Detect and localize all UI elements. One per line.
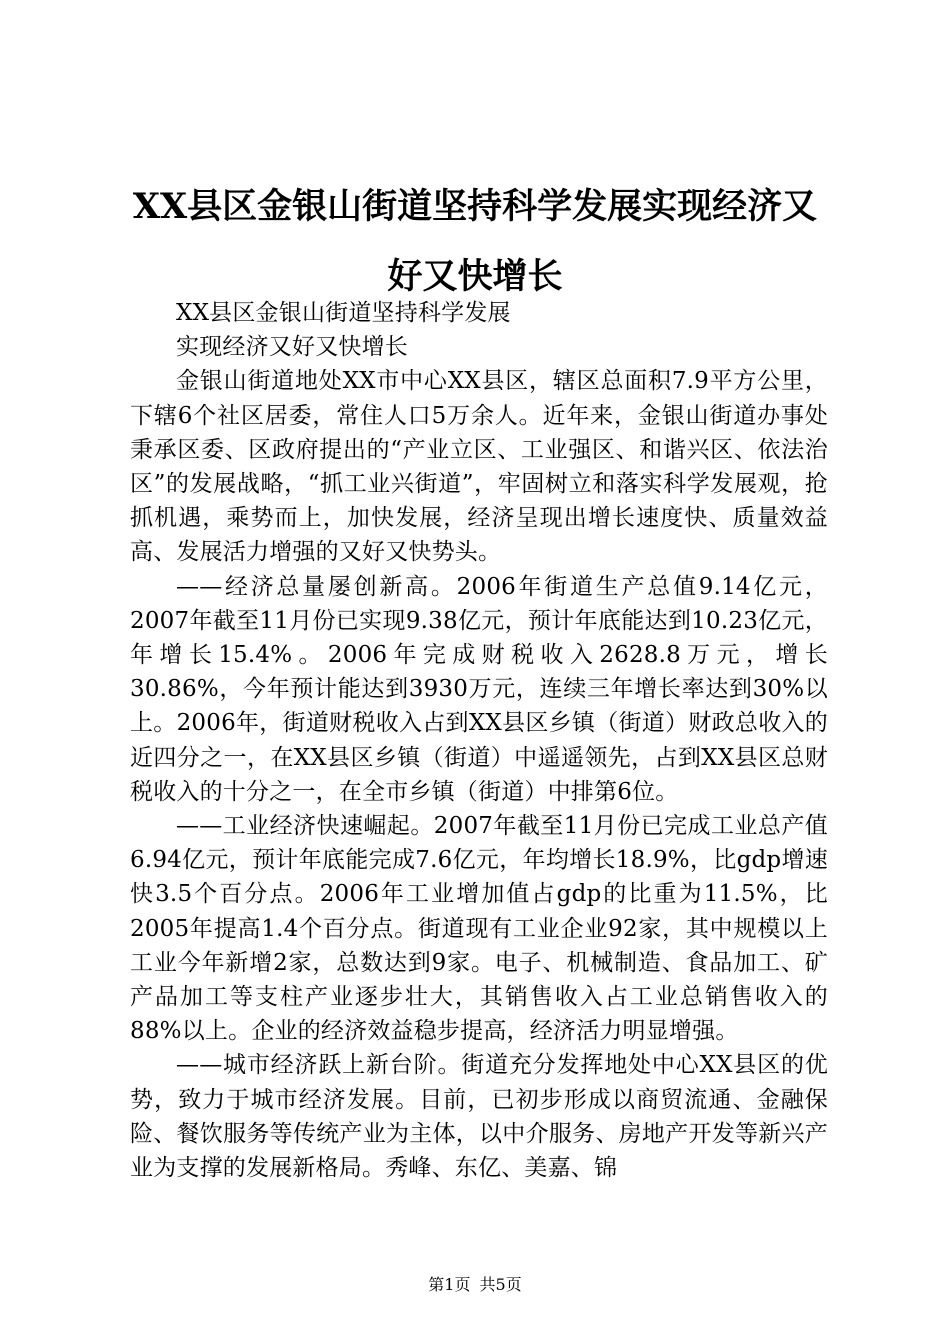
title-line-1: XX县区金银山街道坚持科学发展实现经济又 (132, 186, 818, 227)
page-total: 共5页 (479, 1275, 522, 1294)
document-body (130, 296, 828, 1185)
paragraph-urban: ——城市经济跃上新台阶。街道充分发挥地处中心XX县区的优势，致力于城市经济发展。目前，已初步形成以商贸流通、金融保险、餐饮服务等传统产业为主体，以中介服务、房地产开发等新兴产业为支撑的发展新格局。秀峰、东亿、美嘉、锦 (130, 1052, 828, 1182)
page-number: 第1页 (428, 1275, 471, 1294)
subtitle-line-1: XX县区金银山街道坚持科学发展 (176, 300, 511, 326)
paragraph-intro: 金银山街道地处XX市中心XX县区，辖区总面积7.9平方公里，下辖6个社区居委，常住人口5万余人。近年来，金银山街道办事处秉承区委、区政府提出的“产业立区、工业强区、和谐兴区、依法治区”的发展战略，“抓工业兴街道”，牢固树立和落实科学发展观，抢抓机遇，乘势而上，加快发展，经济呈现出增长速度快、质量效益高、发展活力增强的又好又快势头。 (130, 368, 828, 566)
document-title (100, 172, 850, 312)
paragraph-economy: ——经济总量屡创新高。2006年街道生产总值9.14亿元，2007年截至11月份已实现9.38亿元，预计年底能达到10.23亿元，年增长15.4%。2006年完成财税收入2628.8万元，增长30.86%，今年预计能达到3930万元，连续三年增长率达到30%以上。2006年，街道财税收入占到XX县区乡镇（街道）财政总收入的近四分之一，在XX县区乡镇（街道）中遥遥领先，占到XX县区总财税收入的十分之一，在全市乡镇（街道）中排第6位。 (130, 573, 828, 805)
subtitle-line-2: 实现经济又好又快增长 (176, 334, 408, 361)
title-line-2: 好又快增长 (387, 256, 563, 297)
page-footer (0, 1272, 950, 1295)
paragraph-industry: ——工业经济快速崛起。2007年截至11月份已完成工业总产值6.94亿元，预计年底能完成7.6亿元，年均增长18.9%，比gdp增速快3.5个百分点。2006年工业增加值占gdp的比重为11.5%，比2005年提高1.4个百分点。街道现有工业企业92家，其中规模以上工业今年新增2家，总数达到9家。电子、机械制造、食品加工、矿产品加工等支柱产业逐步壮大，其销售收入占工业总销售收入的88%以上。企业的经济效益稳步提高，经济活力明显增强。 (130, 813, 828, 1045)
